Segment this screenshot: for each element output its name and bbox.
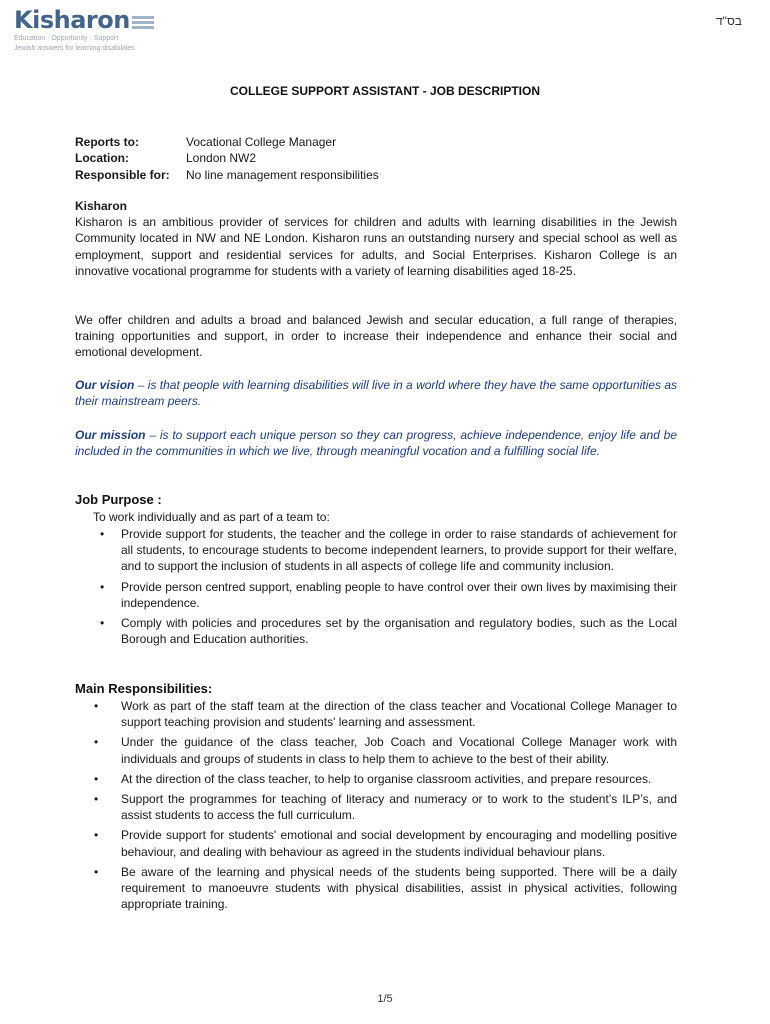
job-purpose-heading: Job Purpose :: [75, 492, 162, 507]
kisharon-logo: [14, 6, 154, 53]
job-details: [75, 134, 379, 183]
list-item: • Support the programmes for teaching of literacy and numeracy or to work to the student’s ILP’s, and assist students to access the full curriculum.: [94, 792, 677, 823]
job-purpose-list: [100, 526, 677, 647]
list-item: • Comply with policies and procedures set by the organisation and regulatory bodies, such as the Local Borough and Education authorities.: [100, 616, 677, 647]
detail-value: London NW2: [186, 151, 257, 166]
bullet-icon: •: [94, 792, 99, 807]
mission-statement: [75, 427, 677, 459]
page-title: COLLEGE SUPPORT ASSISTANT - JOB DESCRIPTION: [229, 84, 541, 98]
list-item: • Provide person centred support, enabling people to have control over their own lives by maximising their independence.: [100, 579, 677, 610]
bullet-icon: •: [100, 616, 105, 631]
detail-key: Responsible for:: [75, 167, 170, 182]
detail-row: [75, 167, 379, 183]
detail-value: No line management responsibilities: [186, 167, 379, 182]
bullet-icon: •: [94, 771, 99, 786]
bullet-icon: •: [94, 735, 99, 750]
vision-text: – is that people with learning disabilities will live in a world where they have the same opportunities as their mainstream peers.: [75, 378, 678, 409]
bullet-icon: •: [100, 527, 105, 541]
responsibilities-list: [94, 698, 677, 912]
detail-key: Location:: [75, 151, 129, 166]
detail-value: Vocational College Manager: [186, 135, 337, 149]
list-item: • At the direction of the class teacher, to help to organise classroom activities, and prepare resources.: [94, 771, 652, 786]
logo-bars-icon: [132, 16, 154, 31]
logo-tagline-2: Jewish answers for learning disabilities: [14, 44, 135, 52]
job-purpose-intro: To work individually and as part of a team to:: [93, 510, 330, 524]
mission-text: – is to support each unique person so they can progress, achieve independence, enjoy life and be included in the communities in which we live, through meaningful vocation and a fulfilling social life.: [75, 428, 677, 459]
vision-label: Our vision: [75, 378, 135, 392]
list-item: • Provide support for students, the teacher and the college in order to raise standards of achievement for all students, to encourage students to become independent learners, to provide support for their welfare, and to support the inclusion of students in all aspects of college life and community inclusion.: [100, 527, 677, 574]
bullet-icon: •: [94, 699, 99, 713]
mission-label: Our mission: [75, 428, 146, 442]
about-heading: Kisharon: [75, 199, 128, 213]
detail-row: [75, 150, 379, 166]
about-section: [75, 198, 677, 279]
responsibilities-heading: Main Responsibilities:: [75, 681, 213, 696]
page-number: 1/5: [377, 993, 393, 1005]
vision-statement: [75, 377, 677, 409]
logo-tagline-1: Education · Opportunity · Support: [14, 35, 119, 42]
list-item: • Provide support for students' emotional and social development by encouraging and modelling positive behaviour, and dealing with behaviour as agreed in the students individual behaviour plans.: [94, 828, 677, 859]
bullet-icon: •: [94, 828, 99, 843]
list-item: • Be aware of the learning and physical needs of the students being supported. There will be a daily requirement to manoeuvre students with physical disabilities, assist in physical activities, following appropriate training.: [94, 864, 677, 912]
detail-key: Reports to:: [75, 135, 139, 149]
detail-row: [75, 134, 379, 150]
bullet-icon: •: [94, 864, 99, 879]
about-paragraph-2: We offer children and adults a broad and balanced Jewish and secular education, a full range of therapies, training opportunities and support, in order to increase their independence and enhance their social and emotional development.: [75, 313, 677, 360]
about-paragraph-1: Kisharon is an ambitious provider of services for children and adults with learning disabilities in the Jewish Community located in NW and NE London. Kisharon runs an outstanding nursery and special school as well as employment, support and residential services for adults, and Social Enterprises. Kisharon College is an innovative vocational programme for students with a variety of learning disabilities aged 18-25.: [75, 215, 677, 278]
list-item: • Under the guidance of the class teacher, Job Coach and Vocational College Manager work with individuals and groups of students in class to help them to achieve to the best of their ability.: [94, 735, 677, 766]
bsd-mark: בס"ד: [716, 14, 742, 28]
list-item: • Work as part of the staff team at the direction of the class teacher and Vocational College Manager to support teaching provision and students' learning and assessment.: [94, 699, 677, 730]
logo-wordmark: Kisharon: [14, 6, 130, 34]
bullet-icon: •: [100, 579, 105, 594]
